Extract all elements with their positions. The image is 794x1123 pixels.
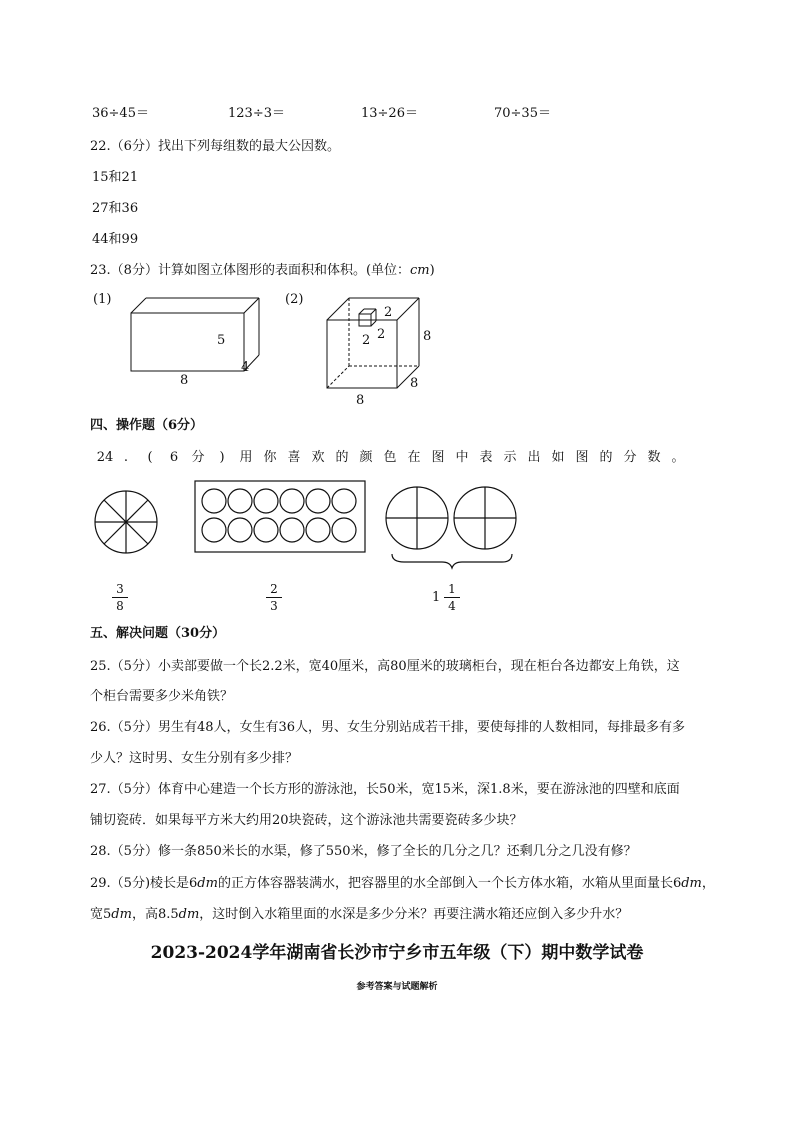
division-item-3: 13÷26＝ [361, 106, 418, 121]
fig2-small-edge-1: 2 [384, 305, 393, 320]
division-item-1: 36÷45＝ [92, 106, 149, 121]
q22-item-2: 27和36 [92, 201, 139, 216]
division-item-2: 123÷3＝ [228, 106, 285, 121]
q23-title-prefix: 23.（8分）计算如图立体图形的表面积和体积。(单位： [90, 263, 411, 278]
q26-line-1: 26.（5分）男生有48人，女生有36人，男、女生分别站成若干排，要使每排的人数相同，每排最多有多 [90, 720, 686, 735]
q23-title [90, 263, 435, 279]
fig1-length: 8 [180, 373, 189, 388]
q26-line-2: 少人？这时男、女生分别有多少排？ [90, 751, 299, 766]
q23-unit: cm [410, 263, 430, 278]
fig2-edge-height: 8 [423, 329, 432, 344]
q24-title: 24 . ( 6 分 ) 用 你 喜 欢 的 颜 色 在 图 中 表 示 出 如 图 的 分 数 。 [96, 450, 685, 465]
mixed-number-whole: 1 [432, 590, 441, 605]
division-item-4: 70÷35＝ [494, 106, 551, 121]
q29-line-2: 宽5dm，高8.5dm，这时倒入水箱里面的水深是多少分米？再要注满水箱还应倒入多少升水？ [90, 907, 629, 922]
q25-line-2: 个柜台需要多少米角铁？ [90, 689, 234, 704]
fig2-label: (2) [285, 292, 304, 307]
fraction-2-3: 2 3 [266, 582, 282, 613]
two-circles-quarters-figure[interactable] [384, 484, 524, 574]
fig1-label: (1) [93, 292, 112, 307]
circle-eighths-figure[interactable] [92, 488, 162, 558]
q28-line-1: 28.（5分）修一条850米长的水渠，修了550米，修了全长的几分之几？还剩几分之几没有修？ [90, 844, 637, 859]
twelve-circles-figure[interactable] [194, 480, 366, 554]
fig2-small-edge-3: 2 [362, 333, 371, 348]
fig2-edge-length: 8 [356, 393, 365, 408]
exam-title: 2023-2024学年湖南省长沙市宁乡市五年级（下）期中数学试卷 [150, 943, 644, 963]
q27-line-2: 铺切瓷砖．如果每平方米大约用20块瓷砖，这个游泳池共需要瓷砖多少块？ [90, 813, 523, 828]
fraction-3-8: 3 8 [112, 582, 128, 613]
q22-title: 22.（6分）找出下列每组数的最大公因数。 [90, 139, 340, 154]
fraction-1-4: 1 4 [444, 582, 460, 613]
fig2-edge-depth: 8 [410, 376, 419, 391]
q27-line-1: 27.（5分）体育中心建造一个长方形的游泳池，长50米，宽15米，深1.8米，要在游泳池的四壁和底面 [90, 782, 680, 797]
q25-line-1: 25.（5分）小卖部要做一个长2.2米，宽40厘米，高80厘米的玻璃柜台，现在柜台各边都安上角铁，这 [90, 659, 680, 674]
q23-title-suffix: ) [429, 263, 435, 278]
q22-item-1: 15和21 [92, 170, 139, 185]
fig2-small-edge-2: 2 [377, 327, 386, 342]
q29-line-1: 29.（5分)棱长是6dm的正方体容器装满水，把容器里的水全部倒入一个长方体水箱，水箱从里面量长6dm， [90, 876, 715, 891]
section4-heading: 四、操作题（6分） [90, 418, 204, 433]
q22-item-3: 44和99 [92, 232, 139, 247]
fig1-height: 5 [217, 333, 226, 348]
section5-heading: 五、解决问题（30分） [90, 626, 226, 641]
answer-heading: 参考答案与试题解析 [356, 982, 438, 992]
fig1-width: 4 [241, 360, 250, 375]
